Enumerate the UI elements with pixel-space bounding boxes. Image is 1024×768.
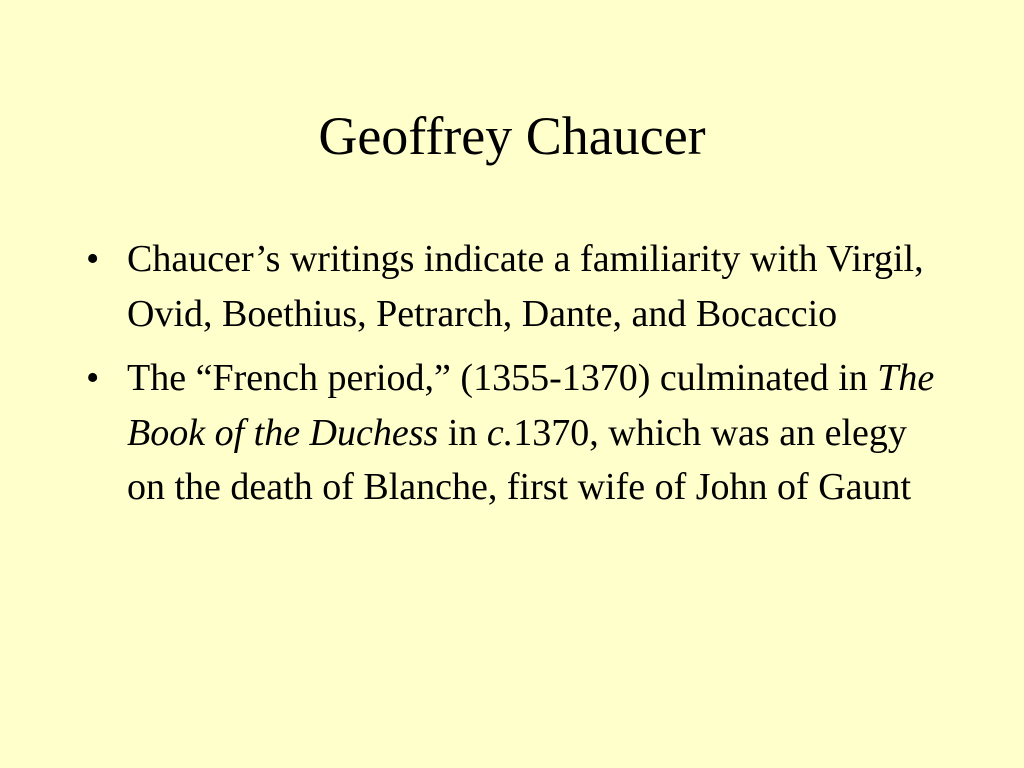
french-period-text: The “French period,” (1355-1370) culminated in	[127, 357, 878, 399]
circa-abbreviation: c.	[486, 411, 514, 454]
bullet-item-influences	[84, 232, 944, 341]
book-title: The Book of the Duchess	[127, 357, 935, 454]
bullet-text-french-period	[127, 351, 944, 515]
bullet-text-influences: Chaucer’s writings indicate a familiarity with Virgil, Ovid, Boethius, Petrarch, Dante, and Bocaccio	[127, 238, 924, 335]
bullet-item-french-period	[84, 351, 944, 515]
slide-title: Geoffrey Chaucer	[318, 106, 706, 166]
bullet-icon: •	[86, 357, 100, 399]
bullet-list	[84, 232, 944, 525]
french-period-date-text: 1370, which was an elegy on the death of Blanche, first wife of John of Gaunt	[127, 411, 912, 508]
bullet-icon: •	[86, 238, 100, 280]
french-period-connector: in	[438, 411, 487, 454]
